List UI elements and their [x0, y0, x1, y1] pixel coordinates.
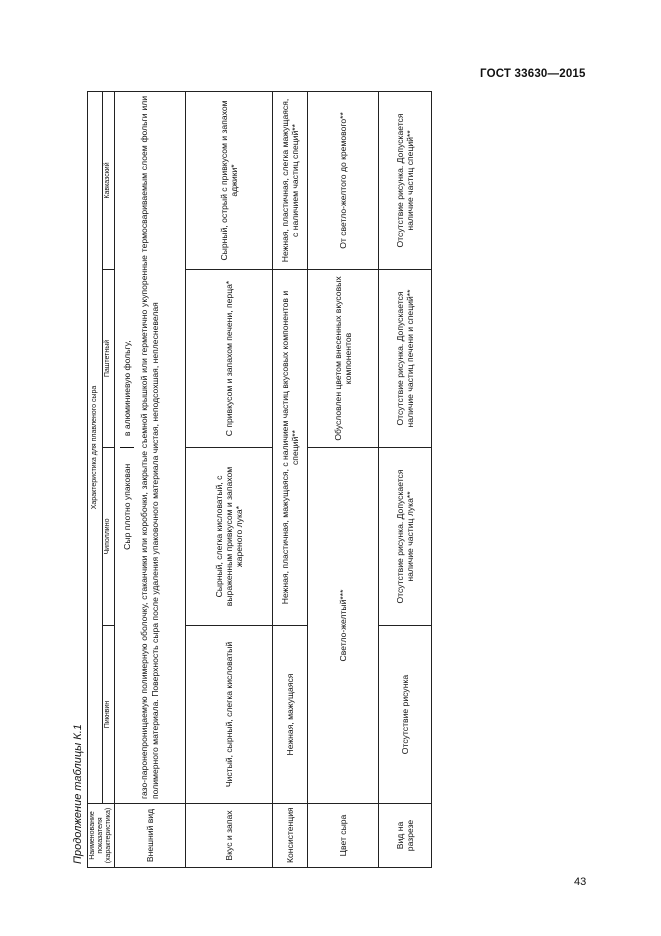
variety-header-row [103, 91, 115, 867]
taste-cell-2: Сырный, слегка кисловатый, с выраженным привкусом и запахом жареного лука* [186, 448, 273, 626]
page-number: 43 [574, 876, 587, 888]
row-label-consistency: Консистенция [273, 804, 308, 868]
standard-code: ГОСТ 33630—2015 [480, 68, 586, 80]
taste-cell-4: Сырный, острый с привкусом и запахом аджики* [186, 91, 273, 269]
table-row-appearance [115, 91, 186, 867]
table-row-color [308, 91, 379, 867]
characteristics-table [87, 91, 432, 868]
row-label-appearance: Внешний вид [115, 804, 186, 868]
cut-cell-1: Отсутствие рисунка [379, 626, 432, 804]
cut-cell-3: Отсутствие рисунка. Допускается наличие частиц печени и специй** [379, 270, 432, 448]
color-cell-3: Обусловлен цветом внесенных вкусовых компонентов [308, 270, 379, 448]
param-column-header: Наименование показателя (характеристика) [88, 804, 115, 868]
rotated-table-page [72, 88, 434, 868]
variety-header-3: Паштетный [103, 270, 115, 448]
consistency-cell-4: Нежная, пластичная, слегка мажущаяся, с наличием частиц специй** [273, 91, 308, 269]
color-cell-1-2: Светло-желтый*** [308, 448, 379, 804]
table-caption: Продолжение таблицы К.1 [72, 724, 84, 864]
table-row-cut [379, 91, 432, 867]
group-header: Характеристика для плавленого сыра [88, 91, 103, 803]
variety-header-1: Пикнвин [103, 626, 115, 804]
taste-cell-3: С привкусом и запахом печени, перца* [186, 270, 273, 448]
consistency-cell-2-3: Нежная, пластичная, мажущаяся, с наличием частиц вкусовых компонентов и специй** [273, 270, 308, 626]
appearance-cell [115, 91, 186, 803]
variety-header-2: Чиполлино [103, 448, 115, 626]
cut-cell-2: Отсутствие рисунка. Допускается наличие частиц лука** [379, 448, 432, 626]
header-row [88, 91, 103, 867]
color-cell-4: От светло-желтого до кремового** [308, 91, 379, 269]
appearance-text: газо-паронепроницаемую полимерную оболочку, стаканчики или коробочки, закрытые съемной крышкой или герметично укупоренные термосвариваемым слоем фольги или полимерного материала. Поверхность сыра после удаления упаковочного материала чистая, неподсохшая, неплесневелая [139, 95, 161, 799]
cut-cell-4: Отсутствие рисунка. Допускается наличие частиц специй** [379, 91, 432, 269]
appearance-top-right: в алюминиевую фольгу, [121, 340, 132, 437]
row-label-cut: Вид на разрезе [379, 804, 432, 868]
appearance-top-left: Сыр плотно упакован [121, 463, 132, 550]
table-row-consistency [273, 91, 308, 867]
variety-header-4: Кавказский [103, 91, 115, 269]
taste-cell-1: Чистый, сырный, слегка кисловатый [186, 626, 273, 804]
separator-bar [120, 447, 134, 449]
row-label-taste: Вкус и запах [186, 804, 273, 868]
row-label-color: Цвет сыра [308, 804, 379, 868]
table-row-taste [186, 91, 273, 867]
consistency-cell-1: Нежная, мажущаяся [273, 626, 308, 804]
